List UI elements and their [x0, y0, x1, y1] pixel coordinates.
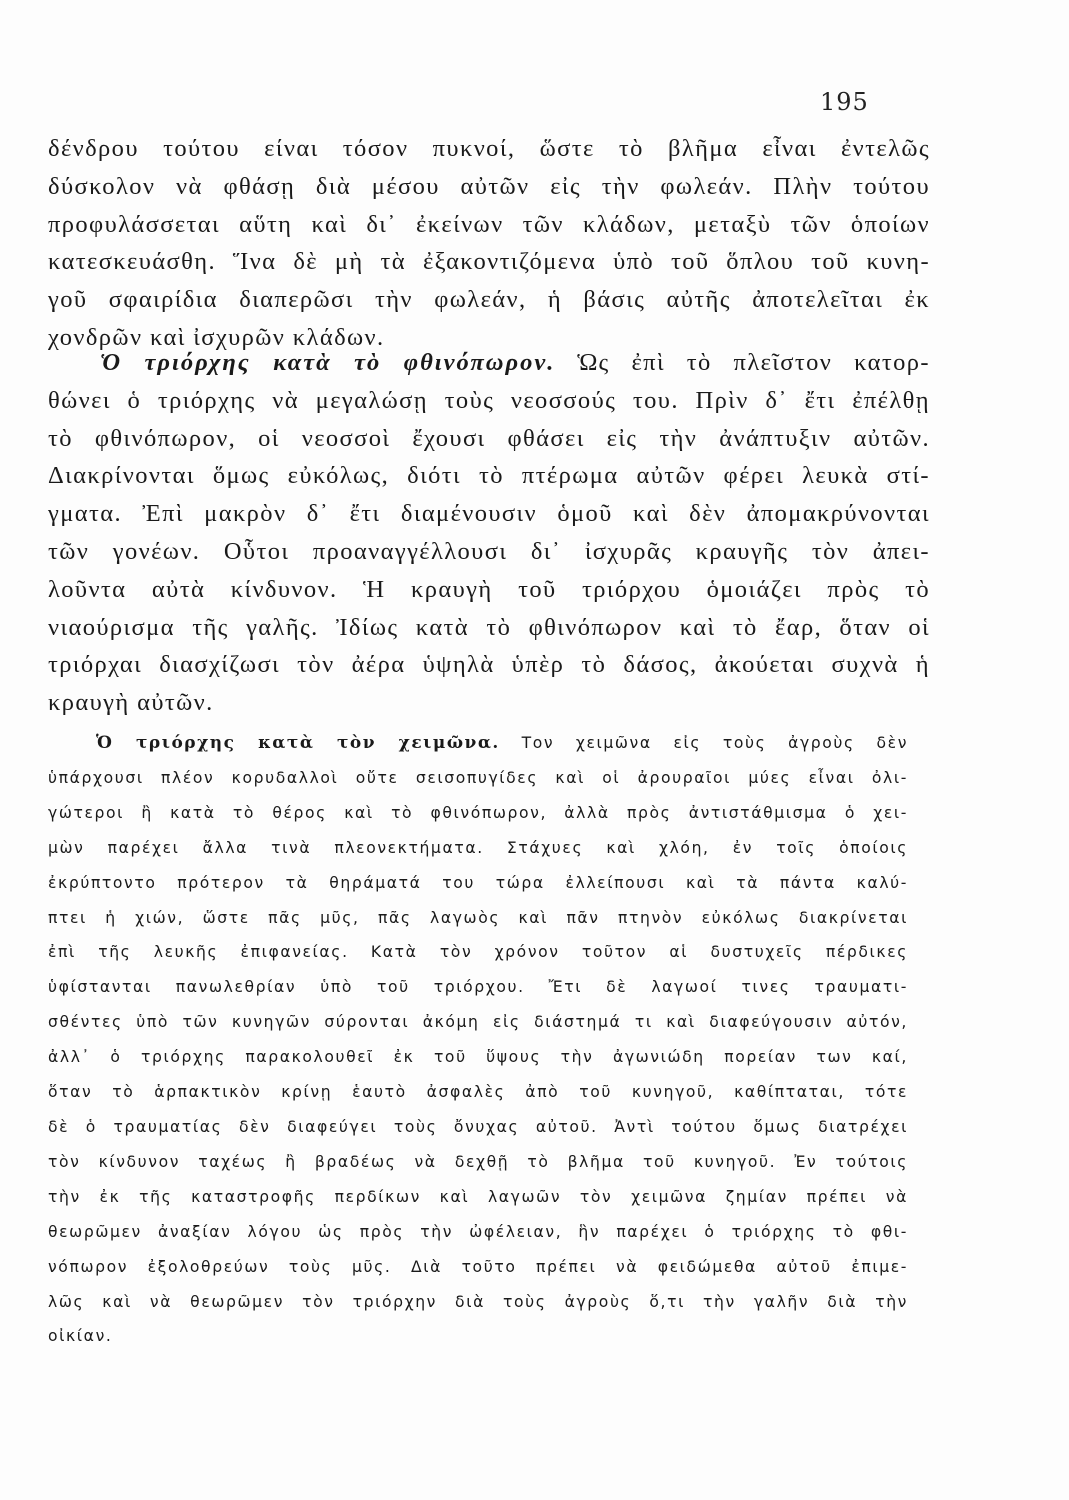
text-line: τριόρχαι διασχίζωσι τὸν ἀέρα ὑψηλὰ ὑπὲρ τὸ δάσος, ἀκούεται συχνὰ ἡ	[48, 651, 930, 679]
text-line: γοῦ σφαιρίδια διαπερῶσι τὴν φωλεάν, ἡ βάσις αὐτῆς ἀποτελεῖται ἐκ	[48, 286, 930, 314]
page-number: 195	[820, 88, 869, 116]
section-heading-winter: Ὁ τριόρχης κατὰ τὸν χειμῶνα.	[96, 733, 500, 753]
text-line: σθέντες ὑπὸ τῶν κυνηγῶν σύρονται ἀκόμη εἰς διάστημά τι καὶ διαφεύγουσιν αὐτόν,	[48, 1013, 908, 1032]
text-line: τῶν γονέων. Οὗτοι προαναγγέλλουσι δι᾿ ἰσχυρᾶς κραυγῆς τὸν ἀπει-	[48, 537, 930, 565]
paragraph-autumn	[48, 344, 930, 722]
text-line: οἰκίαν.	[48, 1327, 113, 1346]
text-line: νιαούρισμα τῆς γαλῆς. Ἰδίως κατὰ τὸ φθινόπωρον καὶ τὸ ἔαρ, ὅταν οἱ	[48, 613, 930, 641]
text-line-first	[48, 344, 930, 382]
text-line: πτει ἡ χιών, ὥστε πᾶς μῦς, πᾶς λαγωὸς καὶ πᾶν πτηνὸν εὐκόλως διακρίνεται	[48, 908, 908, 927]
text-line: χονδρῶν καὶ ἰσχυρῶν κλάδων.	[48, 323, 385, 351]
text-line: τὸν κίνδυνον ταχέως ἢ βραδέως νὰ δεχθῇ τὸ βλῆμα τοῦ κυνηγοῦ. Ἐν τούτοις	[48, 1152, 908, 1171]
text-line: δένδρου τούτου είναι τόσον πυκνοί, ὥστε τὸ βλῆμα εἶναι ἐντελῶς	[48, 135, 930, 162]
text-line: ὑφίστανται πανωλεθρίαν ὑπὸ τοῦ τριόρχου. Ἔτι δὲ λαγωοί τινες τραυματι-	[48, 978, 908, 997]
text-line: κραυγὴ αὐτῶν.	[48, 689, 214, 717]
text-line: Διακρίνονται ὅμως εὐκόλως, διότι τὸ πτέρωμα αὐτῶν φέρει λευκὰ στί-	[48, 462, 930, 490]
text-line: γματα. Ἐπὶ μακρὸν δ᾿ ἔτι διαμένουσιν ὁμοῦ καὶ δὲν ἀπομακρύνονται	[48, 500, 930, 528]
text-line: λῶς καὶ νὰ θεωρῶμεν τὸν τριόρχην διὰ τοὺς ἀγροὺς ὅ,τι τὴν γαλῆν διὰ τὴν	[48, 1292, 908, 1311]
text-line: μὼν παρέχει ἄλλα τινὰ πλεονεκτήματα. Στάχυες καὶ χλόη, ἐν τοῖς ὁποίοις	[48, 838, 908, 857]
text-line: κατεσκευάσθη. Ἵνα δὲ μὴ τὰ ἐξακοντιζόμενα ὑπὸ τοῦ ὅπλου τοῦ κυνη-	[48, 248, 930, 276]
text-line: θεωρῶμεν ἀναξίαν λόγου ὡς πρὸς τὴν ὠφέλειαν, ἣν παρέχει ὁ τριόρχης τὸ φθι-	[48, 1222, 908, 1241]
text-line: ἐκρύπτοντο πρότερον τὰ θηράματά του τώρα ἐλλείπουσι καὶ τὰ πάντα καλύ-	[48, 873, 908, 892]
text-line: θώνει ὁ τριόρχης νὰ μεγαλώσῃ τοὺς νεοσσούς του. Πρὶν δ᾿ ἔτι ἐπέλθῃ	[48, 386, 930, 414]
heading-line-rest: Τον χειμῶνα εἰς τοὺς ἀγροὺς δὲν	[521, 734, 909, 752]
paragraph-winter	[48, 726, 908, 1354]
text-line: ὑπάρχουσι πλέον κορυδαλλοὶ οὔτε σεισοπυγίδες καὶ οἱ ἀρουραῖοι μύες εἶναι ὀλι-	[48, 768, 908, 787]
text-line: ἐπὶ τῆς λευκῆς ἐπιφανείας. Κατὰ τὸν χρόνον τοῦτον αἱ δυστυχεῖς πέρδικες	[48, 943, 908, 962]
heading-line-rest: Ὡς ἐπὶ τὸ πλεῖστον κατορ-	[577, 349, 930, 376]
text-line: λοῦντα αὐτὰ κίνδυνον. Ἡ κραυγὴ τοῦ τριόρχου ὁμοιάζει πρὸς τὸ	[48, 575, 930, 603]
paragraph-nest-description	[48, 130, 930, 357]
text-line: ὅταν τὸ ἁρπακτικὸν κρίνῃ ἑαυτὸ ἀσφαλὲς ἀπὸ τοῦ κυνηγοῦ, καθίπταται, τότε	[48, 1083, 908, 1102]
text-line: νόπωρον ἐξολοθρεύων τοὺς μῦς. Διὰ τοῦτο πρέπει νὰ φειδώμεθα αὐτοῦ ἐπιμε-	[48, 1257, 908, 1276]
text-line: τὴν ἐκ τῆς καταστροφῆς περδίκων καὶ λαγωῶν τὸν χειμῶνα ζημίαν πρέπει νὰ	[48, 1187, 908, 1206]
section-heading-autumn: Ὁ τριόρχης κατὰ τὸ φθινόπωρον.	[100, 349, 556, 376]
text-line: τὸ φθινόπωρον, οἱ νεοσσοὶ ἔχουσι φθάσει εἰς τὴν ἀνάπτυξιν αὐτῶν.	[48, 424, 930, 452]
text-line: ἀλλ᾿ ὁ τριόρχης παρακολουθεῖ ἐκ τοῦ ὕψους τὴν ἀγωνιώδη πορείαν των καί,	[48, 1048, 908, 1067]
text-line: δὲ ὁ τραυματίας δὲν διαφεύγει τοὺς ὄνυχας αὐτοῦ. Ἀντὶ τούτου ὅμως διατρέχει	[48, 1117, 908, 1136]
text-line: προφυλάσσεται αὕτη καὶ δι᾿ ἐκείνων τῶν κλάδων, μεταξὺ τῶν ὁποίων	[48, 210, 930, 238]
text-line: γώτεροι ἢ κατὰ τὸ θέρος καὶ τὸ φθινόπωρον, ἀλλὰ πρὸς ἀντιστάθμισμα ὁ χει-	[48, 803, 908, 822]
text-line-first	[48, 726, 908, 761]
text-line: δύσκολον νὰ φθάσῃ διὰ μέσου αὐτῶν εἰς τὴν φωλεάν. Πλὴν τούτου	[48, 172, 930, 200]
